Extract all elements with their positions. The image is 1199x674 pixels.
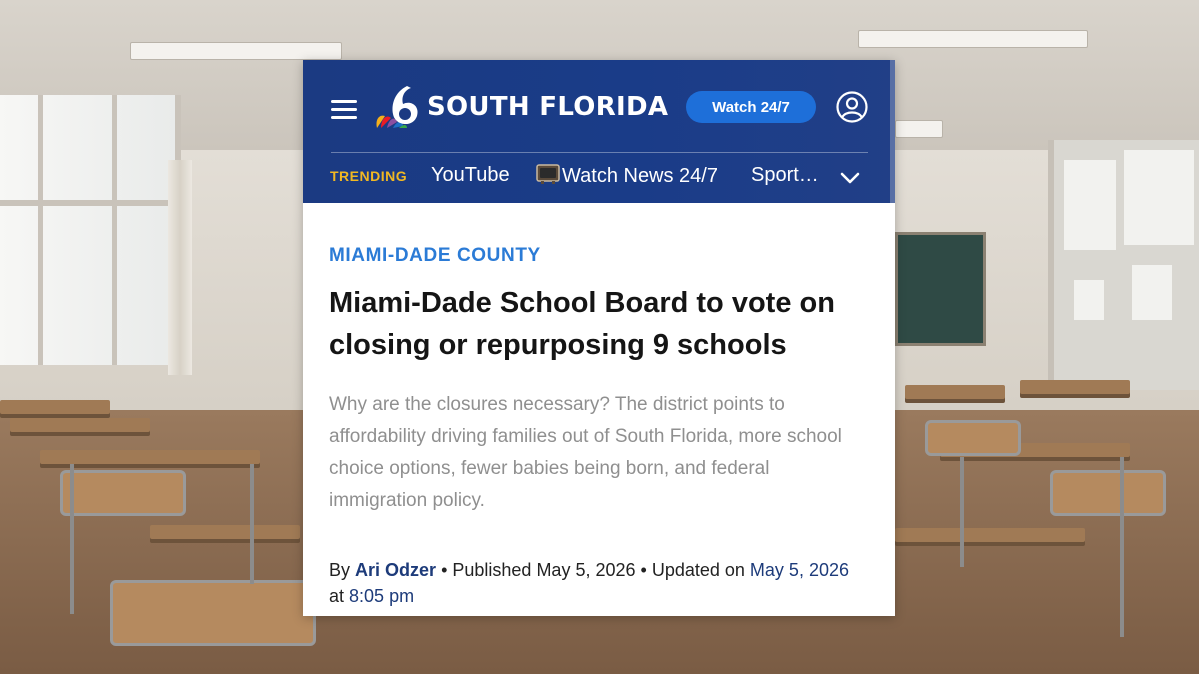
- site-logo[interactable]: [371, 82, 668, 132]
- peacock-six-icon: [371, 82, 423, 132]
- window-left: [0, 95, 181, 365]
- top-bar: [303, 60, 895, 152]
- user-account-icon[interactable]: [836, 91, 868, 123]
- ceiling-light: [895, 120, 943, 138]
- ceiling-light: [858, 30, 1088, 48]
- menu-icon[interactable]: [331, 100, 357, 120]
- desk: [895, 528, 1085, 542]
- nav-item-youtube[interactable]: YouTube: [431, 164, 510, 186]
- updated-time: 8:05 pm: [349, 586, 415, 606]
- desk: [10, 418, 150, 432]
- tv-icon: [536, 164, 560, 185]
- author-link[interactable]: Ari Odzer: [355, 560, 437, 580]
- chair: [110, 580, 316, 646]
- desk: [150, 525, 300, 539]
- site-header: [303, 60, 895, 203]
- chair: [925, 420, 1021, 456]
- curtain: [168, 160, 192, 375]
- article-byline: [329, 557, 879, 609]
- desk: [0, 400, 110, 414]
- brand-text: SOUTH FLORIDA: [427, 92, 669, 122]
- scrollbar[interactable]: [890, 60, 895, 203]
- byline-by: By: [329, 560, 351, 580]
- desk: [905, 385, 1005, 399]
- chair: [60, 470, 186, 516]
- article-headline: Miami-Dade School Board to vote on closing or repurposing 9 schools: [329, 287, 835, 361]
- article-category[interactable]: MIAMI-DADE COUNTY: [329, 245, 541, 266]
- nav-item-sports[interactable]: Sport…: [751, 164, 819, 186]
- published-date: • Published May 5, 2026 •: [441, 560, 647, 580]
- updated-prefix: Updated on: [651, 560, 745, 580]
- chair: [1050, 470, 1166, 516]
- article-body: [303, 203, 895, 616]
- window-right: [1048, 140, 1199, 390]
- chevron-down-icon[interactable]: [838, 168, 862, 188]
- desk: [1020, 380, 1130, 394]
- updated-date: May 5, 2026: [749, 560, 849, 580]
- desk: [40, 450, 260, 464]
- article-card: [303, 60, 895, 616]
- ceiling-light: [130, 42, 342, 60]
- byline-at: at: [329, 586, 345, 606]
- trending-label: TRENDING: [330, 168, 408, 184]
- blackboard: [895, 232, 986, 346]
- nav-item-label: Watch News 24/7: [562, 165, 718, 187]
- trending-nav: [303, 153, 895, 203]
- article-summary: Why are the closures necessary? The district points to affordability driving families out of South Florida, more school choice options, fewer babies being born, and federal immigration policy.: [329, 394, 842, 511]
- nav-item-watch-news[interactable]: [536, 164, 718, 188]
- watch-live-button[interactable]: Watch 24/7: [686, 91, 816, 123]
